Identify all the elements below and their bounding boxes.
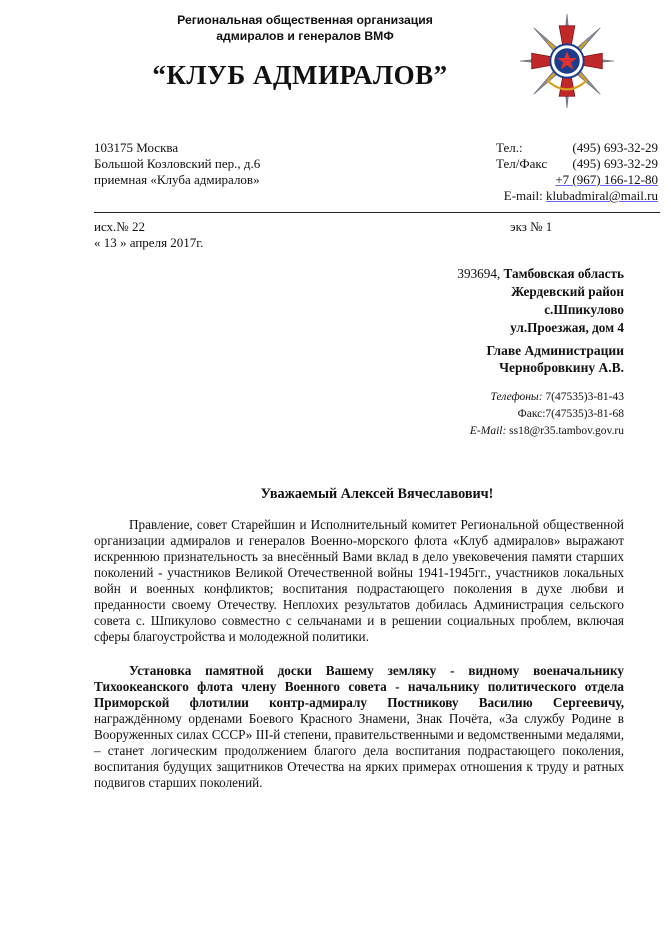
sender-address xyxy=(94,140,260,188)
addressee-line2: Чернобровкину А.В. xyxy=(499,360,624,375)
fax-value: (495) 693-32-29 xyxy=(572,156,658,171)
addressee-line1: Главе Администрации xyxy=(486,343,624,358)
fax-label: Тел/Факс xyxy=(496,156,548,171)
letter-paragraph-2 xyxy=(94,663,624,791)
date-year: 2017г. xyxy=(170,235,204,250)
recipient-phone-label: Телефоны: xyxy=(490,391,543,403)
recipient-phone: 7(47535)3-81-43 xyxy=(545,391,624,403)
organization-name-line2: адмиралов и генералов ВМФ xyxy=(216,28,394,43)
recipient-contacts xyxy=(470,389,624,440)
paragraph-2-rest: награждённому орденами Боевого Красного Знамени, Знак Почёта, «За службу Родине в Вооруженных силах СССР» III-й степени, правительственными и ведомственными медалями, – станет логическим продолжением благого дела воспитания подрастающего поколения, воспитания будущих защитников Отечества на ярких примерах отношения к труду и ратных подвигов старших поколений. xyxy=(94,711,624,790)
sender-address-line1: 103175 Москва xyxy=(94,140,179,155)
date-day: « 13 » xyxy=(94,235,127,250)
naval-star-emblem-icon xyxy=(518,12,616,110)
paragraph-2-bold-lead: Установка памятной доски Вашему земляку - видному военачальнику Тихоокеанского флота члену Военного совета - начальнику политического отдела Приморской флотилии контр-адмиралу Постникову Василию Сергеевичу, xyxy=(94,663,624,710)
sender-address-line3: приемная «Клуба адмиралов» xyxy=(94,172,260,187)
recipient-village: с.Шпикулово xyxy=(544,302,624,317)
recipient-email[interactable]: ss18@r35.tambov.gov.ru xyxy=(509,425,624,437)
organization-name xyxy=(160,13,450,44)
phone-label: Тел.: xyxy=(496,140,523,155)
copy-number: экз № 1 xyxy=(510,219,553,234)
header-divider xyxy=(94,212,660,213)
outgoing-number-label: исх.№ xyxy=(94,219,129,234)
date-month: апреля xyxy=(129,235,168,250)
phone-value: (495) 693-32-29 xyxy=(572,140,658,155)
sender-contacts xyxy=(496,140,658,204)
outgoing-number-block xyxy=(94,219,203,251)
outgoing-number: 22 xyxy=(131,219,145,234)
recipient-street: ул.Проезжая, дом 4 xyxy=(510,320,624,335)
recipient-email-label: E-Mail: xyxy=(469,425,507,437)
mobile-phone-link[interactable]: +7 (967) 166-12-80 xyxy=(555,172,658,187)
recipient-fax-label: Факс: xyxy=(517,408,546,420)
letter-greeting: Уважаемый Алексей Вячеславович! xyxy=(260,486,494,502)
email-label: E-mail: xyxy=(503,188,543,203)
recipient-addressee xyxy=(486,342,624,376)
organization-name-line1: Региональная общественная организация xyxy=(177,13,433,27)
recipient-address xyxy=(457,265,624,337)
recipient-region: Тамбовская область xyxy=(503,266,624,281)
sender-address-line2: Большой Козловский пер., д.6 xyxy=(94,156,261,171)
club-title: “КЛУБ АДМИРАЛОВ” xyxy=(152,60,448,90)
letter-paragraph-1: Правление, совет Старейшин и Исполнительный комитет Региональной общественной организации адмиралов и генералов Военно-морского флота «Клуб адмиралов» выражают искреннюю признательность за внесённый Вами вклад в дело увековечения памяти старших поколений - участников Великой Отечественной войны 1941-1945гг., участников локальных войн и военных конфликтов; воспитания подрастающего поколения в духе любви и преданности своему Отечеству. Неплохих результатов добилась Администрация сельского совета с. Шпикулово совместно с сельчанами и в решении социальных проблем, включая сферы благоустройства и молодежной политики. xyxy=(94,517,624,644)
recipient-fax: 7(47535)3-81-68 xyxy=(545,408,624,420)
email-link[interactable]: klubadmiral@mail.ru xyxy=(546,188,658,203)
recipient-postcode: 393694, xyxy=(457,266,501,281)
recipient-district: Жердевский район xyxy=(511,284,624,299)
